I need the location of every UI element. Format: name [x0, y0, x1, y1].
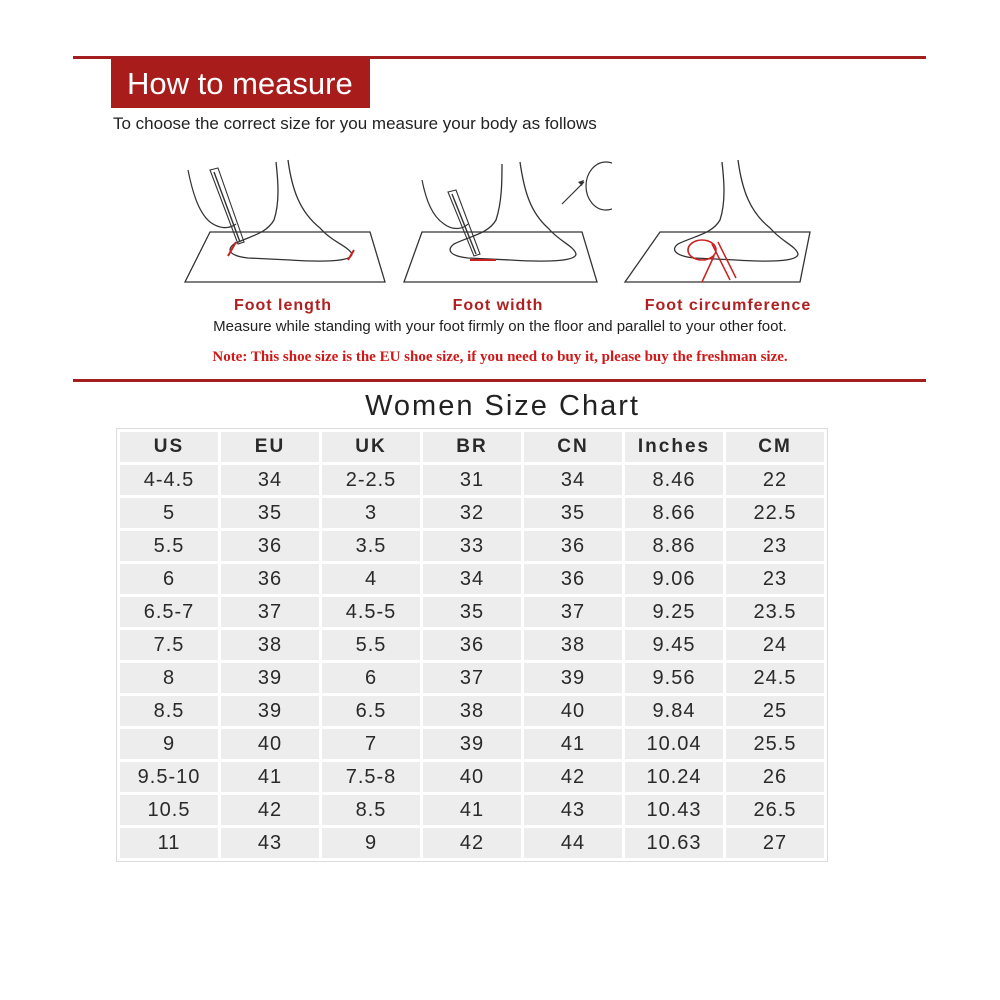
table-cell: 23 [726, 531, 824, 561]
table-row [120, 630, 824, 660]
table-cell: 36 [221, 531, 319, 561]
table-cell: 40 [423, 762, 521, 792]
table-cell: 7.5-8 [322, 762, 420, 792]
table-cell: 7 [322, 729, 420, 759]
table-cell: 35 [524, 498, 622, 528]
table-cell: 11 [120, 828, 218, 858]
bottom-divider [73, 379, 926, 382]
column-header-cm: CM [726, 432, 824, 462]
table-row [120, 696, 824, 726]
table-cell: 27 [726, 828, 824, 858]
section-tab: How to measure [111, 59, 370, 108]
table-cell: 39 [423, 729, 521, 759]
table-cell: 26 [726, 762, 824, 792]
foot-width-illustration [392, 150, 612, 290]
table-cell: 9 [120, 729, 218, 759]
column-header-br: BR [423, 432, 521, 462]
table-cell: 38 [524, 630, 622, 660]
table-cell: 9.56 [625, 663, 723, 693]
table-cell: 41 [221, 762, 319, 792]
table-cell: 8.86 [625, 531, 723, 561]
table-cell: 39 [221, 696, 319, 726]
table-cell: 23 [726, 564, 824, 594]
table-cell: 6 [120, 564, 218, 594]
table-cell: 6.5 [322, 696, 420, 726]
table-cell: 5 [120, 498, 218, 528]
table-row [120, 564, 824, 594]
table-cell: 24 [726, 630, 824, 660]
table-cell: 8.66 [625, 498, 723, 528]
table-row [120, 663, 824, 693]
column-header-eu: EU [221, 432, 319, 462]
table-cell: 37 [524, 597, 622, 627]
subtitle: To choose the correct size for you measure your body as follows [113, 114, 597, 133]
foot-circumference-caption: Foot circumference [644, 297, 812, 314]
table-cell: 32 [423, 498, 521, 528]
table-cell: 42 [423, 828, 521, 858]
table-cell: 9.84 [625, 696, 723, 726]
foot-width-caption: Foot width [452, 297, 544, 314]
table-cell: 42 [221, 795, 319, 825]
table-cell: 43 [524, 795, 622, 825]
table-cell: 25 [726, 696, 824, 726]
table-row [120, 597, 824, 627]
table-cell: 5.5 [120, 531, 218, 561]
table-cell: 36 [221, 564, 319, 594]
table-cell: 9.06 [625, 564, 723, 594]
table-cell: 9.25 [625, 597, 723, 627]
table-cell: 40 [221, 729, 319, 759]
table-cell: 8.46 [625, 465, 723, 495]
table-cell: 6 [322, 663, 420, 693]
table-cell: 4-4.5 [120, 465, 218, 495]
table-cell: 8.5 [120, 696, 218, 726]
table-cell: 7.5 [120, 630, 218, 660]
table-row [120, 795, 824, 825]
table-cell: 38 [423, 696, 521, 726]
table-cell: 23.5 [726, 597, 824, 627]
foot-length-illustration [170, 150, 390, 290]
table-cell: 8 [120, 663, 218, 693]
table-cell: 25.5 [726, 729, 824, 759]
table-cell: 37 [423, 663, 521, 693]
table-cell: 5.5 [322, 630, 420, 660]
table-cell: 4 [322, 564, 420, 594]
table-cell: 44 [524, 828, 622, 858]
table-cell: 38 [221, 630, 319, 660]
table-cell: 43 [221, 828, 319, 858]
table-cell: 9 [322, 828, 420, 858]
table-cell: 35 [423, 597, 521, 627]
table-cell: 37 [221, 597, 319, 627]
table-cell: 40 [524, 696, 622, 726]
size-table [117, 429, 827, 861]
table-cell: 22.5 [726, 498, 824, 528]
table-cell: 10.43 [625, 795, 723, 825]
table-row [120, 729, 824, 759]
table-cell: 31 [423, 465, 521, 495]
column-header-inches: Inches [625, 432, 723, 462]
table-cell: 39 [221, 663, 319, 693]
table-cell: 10.04 [625, 729, 723, 759]
table-cell: 10.63 [625, 828, 723, 858]
table-row [120, 828, 824, 858]
table-cell: 36 [423, 630, 521, 660]
table-cell: 41 [524, 729, 622, 759]
table-cell: 10.24 [625, 762, 723, 792]
table-cell: 6.5-7 [120, 597, 218, 627]
table-cell: 8.5 [322, 795, 420, 825]
table-cell: 3 [322, 498, 420, 528]
foot-circumference-illustration [620, 150, 820, 290]
table-cell: 24.5 [726, 663, 824, 693]
table-cell: 33 [423, 531, 521, 561]
table-cell: 34 [221, 465, 319, 495]
table-cell: 9.5-10 [120, 762, 218, 792]
table-row [120, 465, 824, 495]
table-cell: 22 [726, 465, 824, 495]
table-cell: 42 [524, 762, 622, 792]
table-cell: 4.5-5 [322, 597, 420, 627]
table-cell: 2-2.5 [322, 465, 420, 495]
column-header-uk: UK [322, 432, 420, 462]
table-cell: 34 [423, 564, 521, 594]
column-header-cn: CN [524, 432, 622, 462]
foot-length-caption: Foot length [233, 297, 333, 314]
table-cell: 34 [524, 465, 622, 495]
table-cell: 41 [423, 795, 521, 825]
table-cell: 36 [524, 564, 622, 594]
table-cell: 9.45 [625, 630, 723, 660]
table-cell: 10.5 [120, 795, 218, 825]
table-header-row [120, 432, 824, 462]
column-header-us: US [120, 432, 218, 462]
table-row [120, 531, 824, 561]
table-cell: 36 [524, 531, 622, 561]
eu-size-note: Note: This shoe size is the EU shoe size, if you need to buy it, please buy the freshman size. [212, 349, 788, 365]
table-cell: 26.5 [726, 795, 824, 825]
size-chart-title: Women Size Chart [365, 390, 640, 422]
measure-instruction: Measure while standing with your foot firmly on the floor and parallel to your other foot. [213, 318, 787, 335]
table-cell: 35 [221, 498, 319, 528]
table-cell: 39 [524, 663, 622, 693]
table-cell: 3.5 [322, 531, 420, 561]
table-row [120, 762, 824, 792]
table-row [120, 498, 824, 528]
